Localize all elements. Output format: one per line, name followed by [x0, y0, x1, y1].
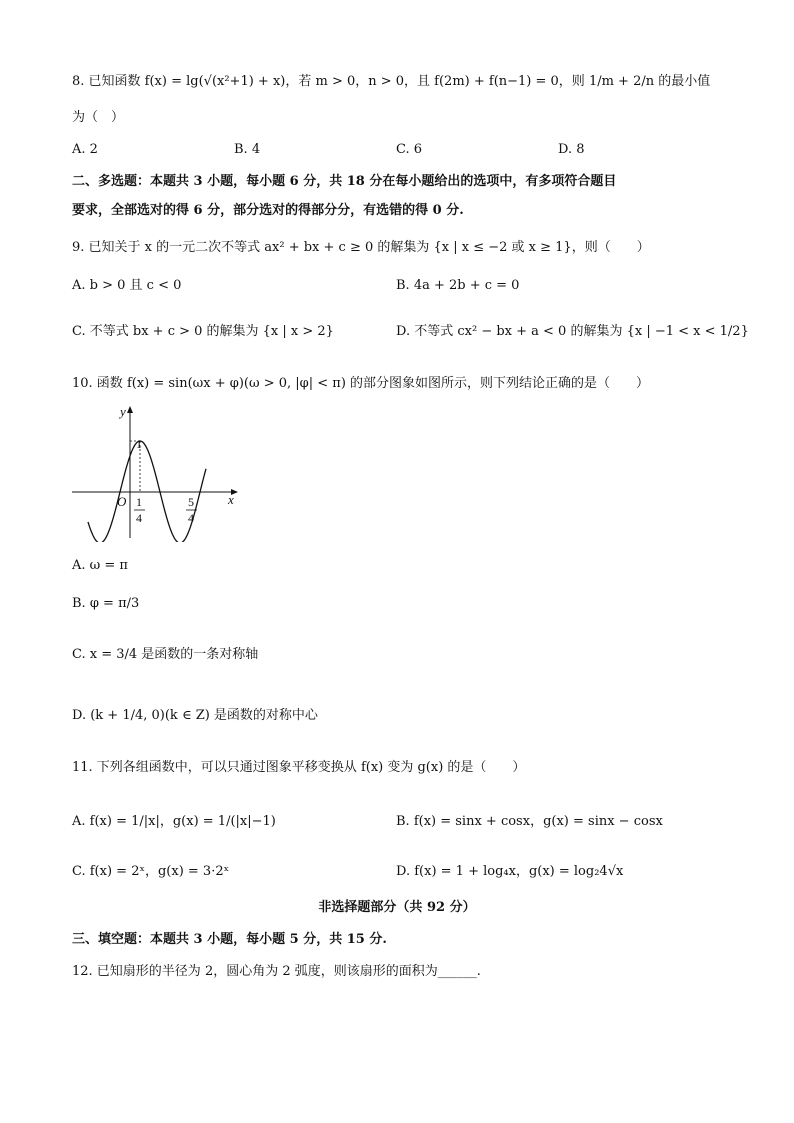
y-axis-label: y — [120, 404, 126, 419]
q8-option-a: A. 2 — [72, 142, 98, 157]
origin-label: O — [117, 494, 127, 509]
section3-heading: 三、填空题：本题共 3 小题，每小题 5 分，共 15 分. — [72, 932, 387, 947]
section2-heading-line1: 二、多选题：本题共 3 小题，每小题 6 分，共 18 分在每小题给出的选项中，有多项符合题目 — [72, 174, 617, 189]
q11-option-d: D. f(x) = 1 + log₄x，g(x) = log₂4√x — [396, 864, 624, 879]
x-axis-label: x — [228, 492, 234, 507]
q10-option-d: D. (k + 1/4, 0)(k ∈ Z) 是函数的对称中心 — [72, 708, 318, 723]
q10-option-c: C. x = 3/4 是函数的一条对称轴 — [72, 647, 259, 662]
q8-option-b: B. 4 — [234, 142, 261, 157]
q9-stem: 9. 已知关于 x 的一元二次不等式 ax² + bx + c ≥ 0 的解集为 {x | x ≤ −2 或 x ≥ 1}，则（ ） — [72, 240, 650, 255]
section2-heading-line2: 要求，全部选对的得 6 分，部分选对的得部分分，有选错的得 0 分. — [72, 203, 464, 218]
y-axis-arrow — [127, 406, 133, 413]
q10-option-a: A. ω = π — [72, 558, 128, 573]
q9-option-d: D. 不等式 cx² − bx + a < 0 的解集为 {x | −1 < x < 1/2} — [396, 324, 749, 339]
q11-option-c: C. f(x) = 2ˣ，g(x) = 3·2ˣ — [72, 864, 230, 879]
q10-option-b: B. φ = π/3 — [72, 596, 140, 611]
q8-option-d: D. 8 — [558, 142, 585, 157]
q10-graph — [68, 400, 248, 542]
tick-a-num: 1 — [136, 495, 142, 509]
tick-one-label: 1 — [136, 437, 142, 451]
q11-option-a: A. f(x) = 1/|x|，g(x) = 1/(|x|−1) — [72, 814, 276, 829]
q8-option-c: C. 6 — [396, 142, 423, 157]
q12-stem: 12. 已知扇形的半径为 2，圆心角为 2 弧度，则该扇形的面积为______. — [72, 964, 481, 979]
q8-line1: 8. 已知函数 f(x) = lg(√(x²+1) + x)，若 m > 0，n > 0，且 f(2m) + f(n−1) = 0，则 1/m + 2/n 的最小值 — [72, 74, 711, 89]
q11-stem: 11. 下列各组函数中，可以只通过图象平移变换从 f(x) 变为 g(x) 的是（ ） — [72, 760, 526, 775]
tick-a-den: 4 — [136, 511, 142, 525]
part2-title: 非选择题部分（共 92 分） — [318, 900, 476, 915]
q9-option-a: A. b > 0 且 c < 0 — [72, 278, 182, 293]
q10-stem: 10. 函数 f(x) = sin(ωx + φ)(ω > 0, |φ| < π) 的部分图象如图所示，则下列结论正确的是（ ） — [72, 376, 650, 391]
q9-option-b: B. 4a + 2b + c = 0 — [396, 278, 520, 293]
q9-option-c: C. 不等式 bx + c > 0 的解集为 {x | x > 2} — [72, 324, 334, 339]
q8-line2: 为（ ） — [72, 110, 125, 125]
tick-b-den: 4 — [188, 511, 194, 525]
tick-b-num: 5 — [188, 495, 194, 509]
q11-option-b: B. f(x) = sinx + cosx，g(x) = sinx − cosx — [396, 814, 663, 829]
